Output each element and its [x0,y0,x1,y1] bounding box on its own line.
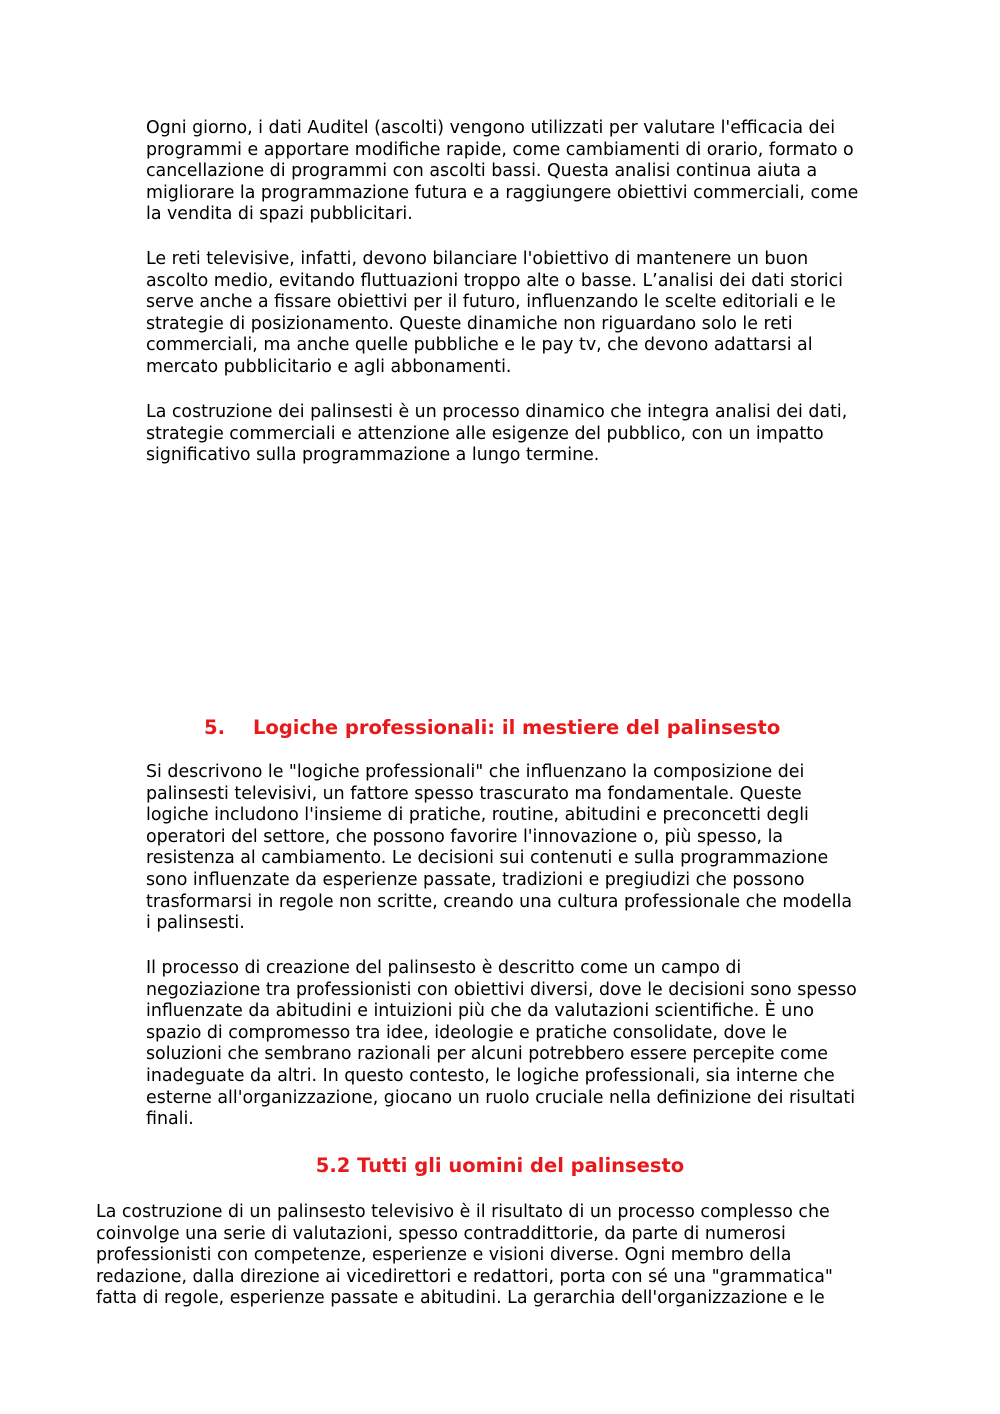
section-5-2-heading: 5.2 Tutti gli uomini del palinsesto [315,1154,685,1177]
paragraph-processo-creazione: Il processo di creazione del palinsesto è descritto come un campo di negoziazione tra professionisti con obiettivi diversi, dove le decisioni sono spesso influenzate da abitudini e intuizioni più che da valutazioni scientifiche. È uno spazio di compromesso tra idee, ideologie e pratiche consolidate, dove le soluzioni che sembrano razionali per alcuni potrebbero essere percepite come inadeguate da altri. In questo contesto, le logiche professionali, sia interne che esterne all'organizzazione, giocano un ruolo cruciale nella definizione dei risultati finali. [146,958,857,1130]
paragraph-logiche-professionali: Si descrivono le "logiche professionali" che influenzano la composizione dei palinsesti televisivi, un fattore spesso trascurato ma fondamentale. Queste logiche includono l'insieme di pratiche, routine, abitudini e preconcetti degli operatori del settore, che possono favorire l'innovazione o, più spesso, la resistenza al cambiamento. Le decisioni sui contenuti e sulla programmazione sono influenzate da esperienze passate, tradizioni e pregiudizi che possono trasformarsi in regole non scritte, creando una cultura professionale che modella i palinsesti. [146,762,853,934]
section-5-number: 5. [204,716,225,739]
paragraph-tutti-gli-uomini: La costruzione di un palinsesto televisivo è il risultato di un processo complesso che coinvolge una serie di valutazioni, spesso contraddittorie, da parte di numerosi professionisti con competenze, esperienze e visioni diverse. Ogni membro della redazione, dalla direzione ai vicedirettori e redattori, porta con sé una "grammatica" fatta di regole, esperienze passate e abitudini. La gerarchia dell'organizzazione e le [96,1202,833,1309]
paragraph-costruzione-palinsesti: La costruzione dei palinsesti è un processo dinamico che integra analisi dei dati, strategie commerciali e attenzione alle esigenze del pubblico, con un impatto significativo sulla programmazione a lungo termine. [146,402,848,466]
paragraph-reti-televisive: Le reti televisive, infatti, devono bilanciare l'obiettivo di mantenere un buon ascolto medio, evitando fluttuazioni troppo alte o basse. L’analisi dei dati storici serve anche a fissare obiettivi per il futuro, influenzando le scelte editoriali e le strategie di posizionamento. Queste dinamiche non riguardano solo le reti commerciali, ma anche quelle pubbliche e le pay tv, che devono adattarsi al mercato pubblicitario e agli abbonamenti. [146,249,843,377]
paragraph-auditel: Ogni giorno, i dati Auditel (ascolti) vengono utilizzati per valutare l'efficacia dei programmi e apportare modifiche rapide, come cambiamenti di orario, formato o cancellazione di programmi con ascolti bassi. Questa analisi continua aiuta a migliorare la programmazione futura e a raggiungere obiettivi commerciali, come la vendita di spazi pubblicitari. [146,118,859,225]
section-5-title: Logiche professionali: il mestiere del palinsesto [253,716,781,739]
